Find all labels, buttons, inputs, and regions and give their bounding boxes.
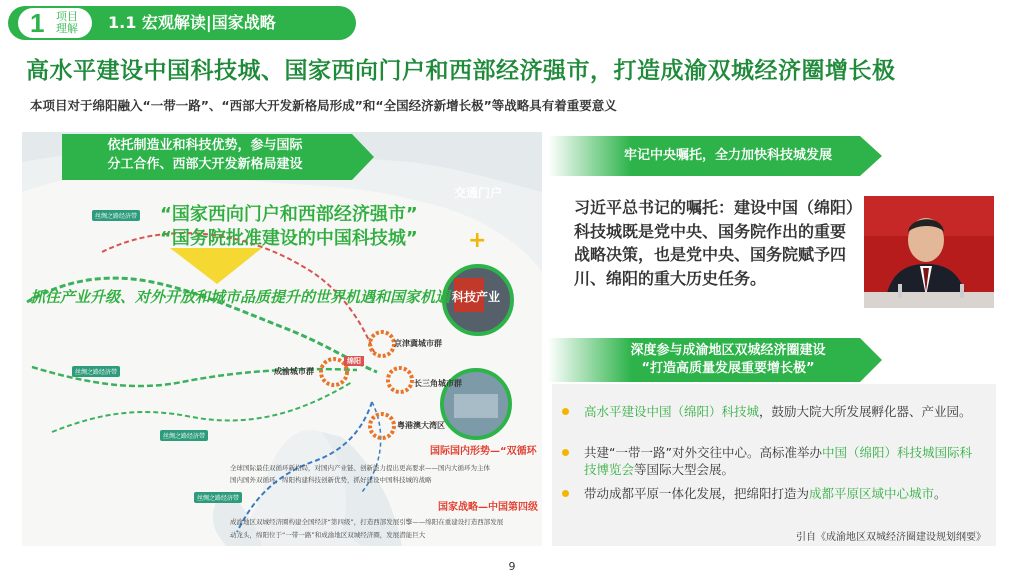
domestic-situation-title: 国际国内形势—“双循环 [430,446,537,457]
bullet-2-lead: 共建“一带一路”对外交往中心。高标准举办 [584,445,822,460]
map-paragraph-line: 全球国际最佳双循环新格局，对国内产业链、创新能力提出更高要求——国内大循环为主体 [230,464,490,472]
bullet-item-2 [584,444,984,478]
transport-gateway-label: 交通门户 [453,186,502,200]
ribbon-2-text [590,342,866,378]
bullet-dot-icon [562,449,569,456]
map-paragraph-line: 动龙头，绵阳位于“一带一路”和成渝地区双城经济圈，发展潜能巨大 [230,531,426,539]
sublabel-line-2: 理解 [56,22,78,35]
belt-tag: 丝绸之路经济带 [72,366,120,377]
city-jingjinji: 京津冀城市群 [394,339,442,348]
strategy-map [22,132,542,546]
belt-tag: 丝绸之路经济带 [194,492,242,503]
belt-tag: 丝绸之路经济带 [160,430,208,441]
bullet-item-1 [584,403,984,420]
plus-icon: + [468,228,487,253]
city-chengyu: 成渝城市群 [274,367,314,376]
map-paragraph-line: 国内国外双循环，绵阳构建科技创新优势，抓好建设中国科技城的战略 [230,476,432,484]
bullet-dot-icon [562,408,569,415]
section-badge [8,6,356,40]
map-banner-line-2: 分工合作、西部大开发新格局建设 [107,157,303,172]
city-mianyang: 绵阳 [344,356,364,366]
bullet-item-3 [584,485,984,502]
bullet-3-text: 。 [934,486,947,501]
city-gba: 粤港澳大湾区 [397,421,445,430]
page-title: 高水平建设中国科技城、国家西向门户和西部经济强市，打造成渝双城经济圈增长极 [26,58,896,84]
bullet-3-highlight: 成都平原区域中心城市 [809,486,935,501]
ribbon-2-line-1: 深度参与成渝地区双城经济圈建设 [630,343,826,358]
bullet-3-lead: 带动成都平原一体化发展，把绵阳打造为 [584,486,810,501]
section-title: 1.1 宏观解读|国家战略 [108,13,276,32]
belt-tag: 丝绸之路经济带 [92,210,140,221]
tech-industry-label: 科技产业 [451,290,500,304]
national-strategy-title: 国家战略—中国第四级 [438,502,538,513]
page-number: 9 [508,560,516,573]
ribbon-1-text: 牢记中央嘱托，全力加快科技城发展 [623,148,832,163]
bullet-1-text: ，鼓励大院大所发展孵化器、产业园。 [759,404,972,419]
xi-quote: 习近平总书记的嘱托：建设中国（绵阳）科技城既是党中央、国务院作出的重要战略决策，也是党中央、国务院赋予四川、绵阳的重大历史任务。 [574,198,855,288]
bullet-1-highlight: 高水平建设中国（绵阳）科技城 [584,404,760,419]
bullet-dot-icon [562,490,569,497]
ribbon-2-line-2: “打造高质量发展重要增长极” [641,361,815,376]
citation: 引自《成渝地区双城经济圈建设规划纲要》 [796,532,986,543]
page-subtitle: 本项目对于绵阳融入“一带一路”、“西部大开发新格局形成”和“全国经济新增长极”等战略具有着重要意义 [30,98,617,113]
city-yangtze: 长三角城市群 [414,379,462,388]
map-paragraph-line: 成渝地区双城经济圈构建全国经济“第四级”，打造西部发展引擎——绵阳在重建设打造西部发展 [230,518,504,526]
quote-west-gateway: “国家西向门户和西部经济强市” [160,204,418,225]
map-banner-line-1: 依托制造业和科技优势，参与国际 [107,138,303,153]
section-sublabel [56,11,88,35]
sublabel-line-1: 项目 [56,10,78,23]
quote-tech-city: “国务院批准建设的中国科技城” [160,228,418,249]
leader-photo [864,196,994,308]
bullet-2-text: 等国际大型会展。 [634,462,735,477]
map-banner [70,136,340,174]
bullet-2-highlight: 中国（绵阳）科技城国际科技博览会 [584,445,972,477]
section-number: 1 [30,8,45,38]
badge-number-pill [18,8,92,38]
map-slogan: 抓住产业升级、对外开放和城市品质提升的世界机遇和国家机遇 [30,288,451,306]
